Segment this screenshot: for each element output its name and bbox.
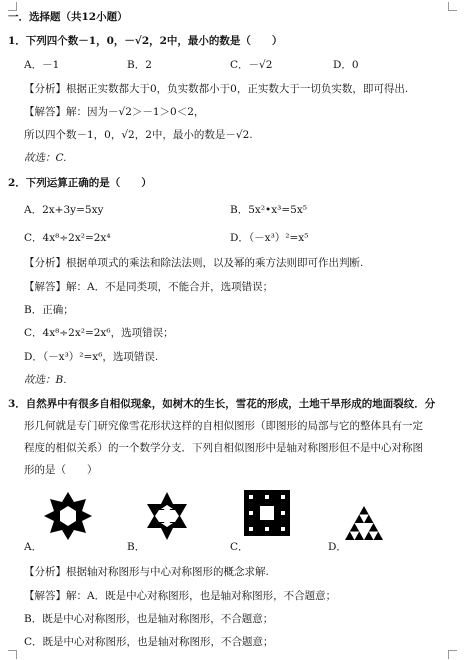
- q1-option-d: D．0: [333, 59, 359, 71]
- q3-option-b: B．: [127, 541, 146, 553]
- q2-option-a: A．2x+3y=5xy: [24, 204, 104, 216]
- q3-stem-line-4: 形的是（ ）: [24, 464, 98, 476]
- corner-mark-bottom-left: [8, 650, 17, 659]
- q3-option-c: C．: [230, 541, 249, 553]
- q1-option-a: A．－1: [24, 59, 60, 71]
- section-title: 一．选择题（共12小题）: [8, 11, 128, 23]
- q2-line-d: D．（－x³）²=x⁶，选项错误.: [24, 351, 159, 363]
- q1-analysis: 【分析】根据正实数都大于0，负实数都小于0，正实数大于一切负实数，即可得出.: [24, 83, 409, 95]
- corner-mark-bottom-right: [448, 650, 457, 659]
- sierpinski-triangle-figure: [344, 505, 384, 541]
- hexagram-figure: [141, 490, 193, 542]
- q3-option-d: D．: [328, 541, 347, 553]
- q2-option-b: B．5x²•x³=5x⁵: [230, 204, 307, 216]
- q3-stem-line-1: 3．自然界中有很多自相似现象，如树木的生长，雪花的形成，土地干旱形成的地面裂纹．分: [8, 398, 436, 410]
- q3-analysis: 【分析】根据轴对称图形与中心对称图形的概念求解.: [24, 566, 269, 578]
- q2-stem: 2．下列运算正确的是（ ）: [8, 177, 152, 189]
- q1-stem: 1．下列四个数－1，0，－√2，2中，最小的数是（ ）: [8, 35, 283, 47]
- q3-line-c: C．既是中心对称图形，也是轴对称图形，不合题意；: [24, 636, 274, 648]
- q2-line-b: B．正确；: [24, 304, 74, 316]
- q2-analysis: 【分析】根据单项式的乘法和除法法则，以及幂的乘方法则即可作出判断.: [24, 257, 364, 269]
- corner-mark-top-right: [448, 2, 457, 11]
- q2-answer: 故选：B.: [24, 374, 67, 386]
- q1-solution: 【解答】解：因为－√2＞－1＞0＜2，: [24, 106, 205, 118]
- q2-option-d: D．（－x³）²=x⁵: [230, 232, 309, 244]
- q3-stem-line-2: 形几何就是专门研究像雪花形状这样的自相似图形（即图形的局部与它的整体具有一定: [24, 420, 423, 432]
- q1-answer: 故选：C.: [24, 152, 67, 164]
- q2-solution: 【解答】解：A．不是同类项，不能合并，选项错误；: [24, 281, 274, 293]
- q3-option-a: A．: [24, 541, 43, 553]
- q1-option-b: B．2: [127, 59, 152, 71]
- q3-stem-line-3: 程度的相似关系）的一个数学分支．下列自相似图形中是轴对称图形但不是中心对称图: [24, 442, 423, 454]
- q3-solution: 【解答】解：A．既是中心对称图形，也是轴对称图形，不合题意；: [24, 590, 337, 602]
- sierpinski-carpet-figure: [244, 490, 290, 536]
- q1-option-c: C．－√2: [230, 59, 273, 71]
- q1-conclusion: 所以四个数－1，0，√2，2中，最小的数是－√2.: [24, 129, 253, 141]
- koch-snowflake-figure: [42, 490, 94, 542]
- q2-line-c: C．4x⁸÷2x²=2x⁶，选项错误；: [24, 327, 174, 339]
- q3-line-b: B．既是中心对称图形，也是轴对称图形，不合题意；: [24, 613, 274, 625]
- q2-option-c: C．4x⁸÷2x²=2x⁴: [24, 232, 111, 244]
